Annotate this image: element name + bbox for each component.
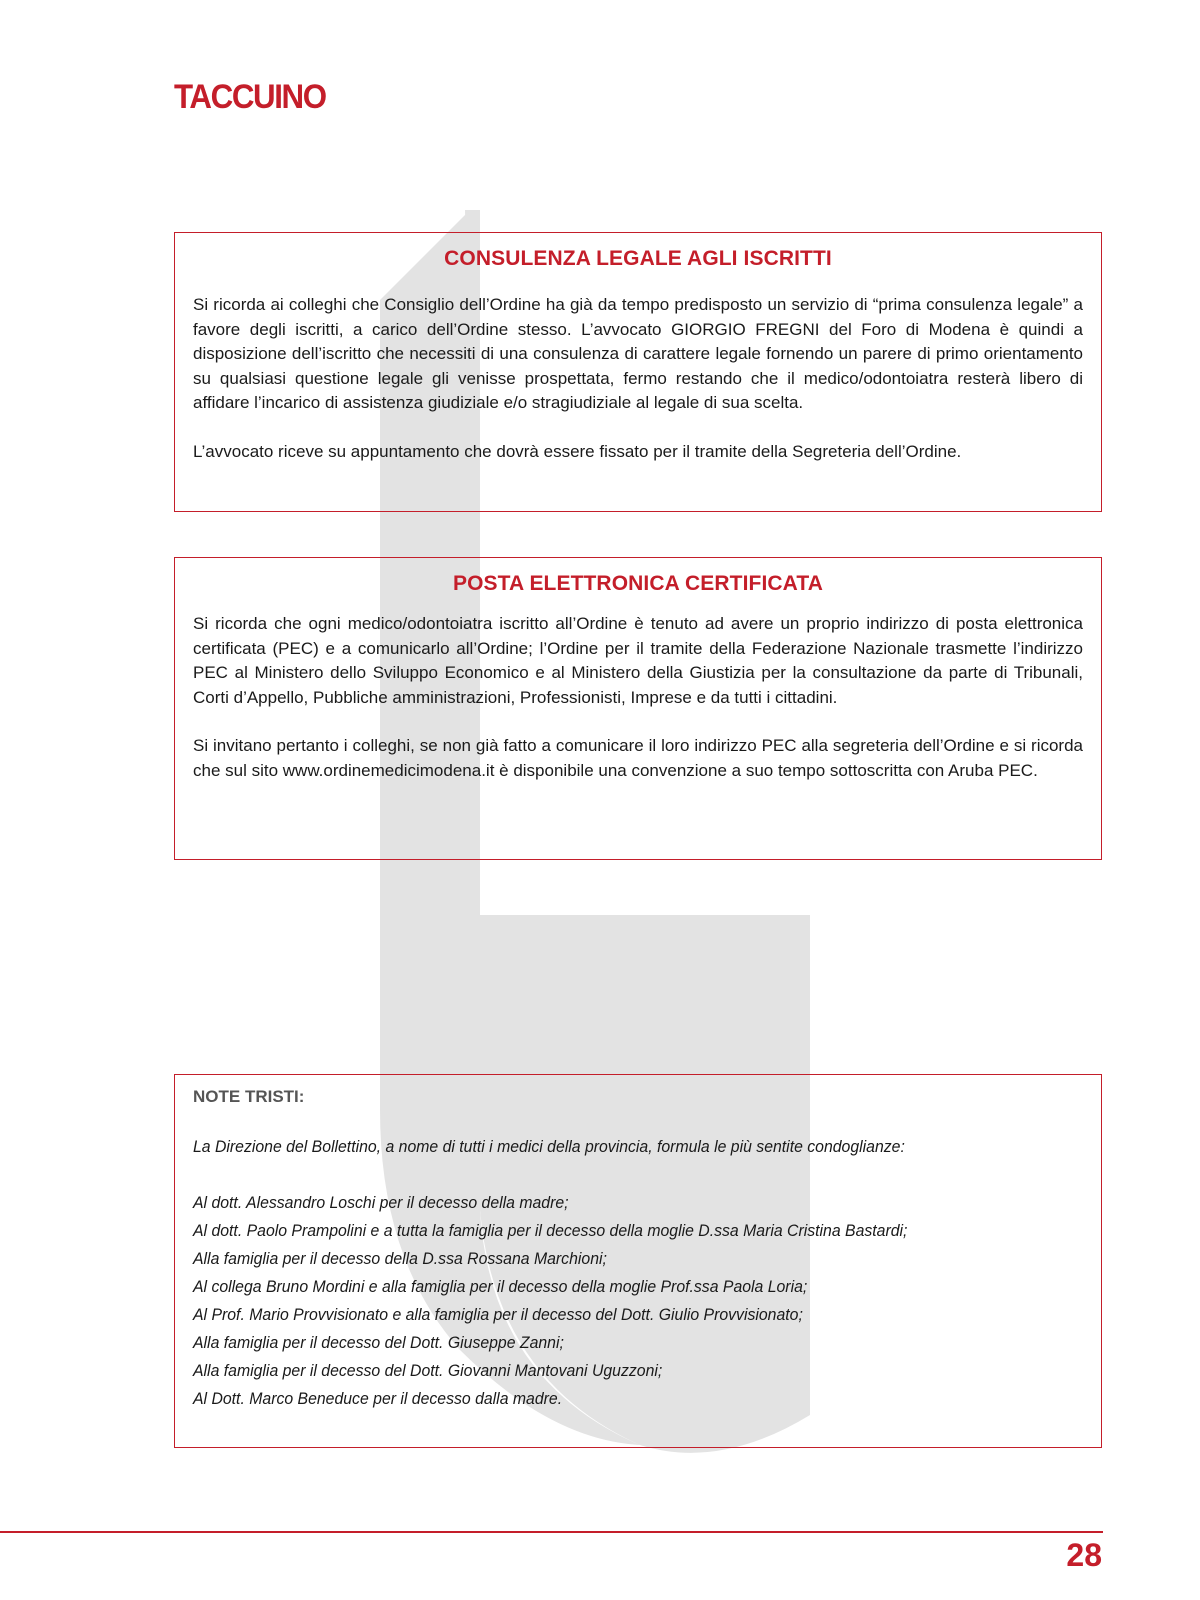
legal-consultation-appointment: L’avvocato riceve su appuntamento che dovrà essere fissato per il tramite della Segreteria dell’Ordine. [193,441,962,461]
condolence-item: Al dott. Paolo Prampolini e a tutta la famiglia per il decesso della moglie D.ssa Maria Cristina Bastardi; [193,1221,908,1240]
page-title: TACCUINO [174,78,326,116]
legal-consultation-box [174,232,1102,512]
condolence-item: Alla famiglia per il decesso del Dott. Giovanni Mantovani Uguzzoni; [193,1361,663,1380]
legal-consultation-paragraph: Si ricorda ai colleghi che Consiglio dell’Ordine ha già da tempo predisposto un servizio di “prima consulenza legale” a favore degli iscritti, a carico dell’Ordine stesso. L’avvocato GIORGIO FREGNI del Foro di Modena è quindi a disposizione dell’iscritto che necessiti di una consulenza di carattere legale fornendo un parere di primo orientamento su qualsiasi questione legale gli venisse prospettata, fermo restando che il medico/odontoiatra resterà libero di affidare l’incarico di assistenza giudiziale e/o stragiudiziale al legale di sua scelta. [193,295,1083,412]
condolence-item: Al collega Bruno Mordini e alla famiglia per il decesso della moglie Prof.ssa Paola Loria; [193,1277,808,1296]
legal-consultation-heading: CONSULENZA LEGALE AGLI ISCRITTI [444,247,832,270]
condolences-intro: La Direzione del Bollettino, a nome di tutti i medici della provincia, formula le più sentite condoglianze: [193,1137,905,1156]
pec-invitation-paragraph: Si invitano pertanto i colleghi, se non già fatto a comunicare il loro indirizzo PEC alla segreteria dell’Ordine e si ricorda che sul sito www.ordinemedicimodena.it è disponibile una convenzione a suo tempo sottoscritta con Aruba PEC. [193,736,1083,780]
condolences-box [174,1074,1102,1448]
pec-box [174,557,1102,860]
condolence-item: Al Prof. Mario Provvisionato e alla famiglia per il decesso del Dott. Giulio Provvisionato; [193,1305,803,1324]
condolence-item: Alla famiglia per il decesso della D.ssa Rossana Marchioni; [193,1249,607,1268]
condolence-item: Al dott. Alessandro Loschi per il decesso della madre; [193,1193,569,1212]
pec-heading: POSTA ELETTRONICA CERTIFICATA [453,572,823,595]
pec-paragraph: Si ricorda che ogni medico/odontoiatra iscritto all’Ordine è tenuto ad avere un proprio indirizzo di posta elettronica certificata (PEC) e a comunicarlo all’Ordine; l’Ordine per il tramite della Federazione Nazionale trasmette l’indirizzo PEC al Ministero dello Sviluppo Economico e al Ministero della Giustizia per la consultazione da parte di Tribunali, Corti d’Appello, Pubbliche amministrazioni, Professionisti, Imprese e da tutti i cittadini. [193,614,1083,707]
condolence-item: Alla famiglia per il decesso del Dott. Giuseppe Zanni; [193,1333,564,1352]
condolence-item: Al Dott. Marco Beneduce per il decesso dalla madre. [193,1389,563,1408]
footer-divider [0,1531,1103,1533]
condolences-title: NOTE TRISTI: [193,1087,305,1106]
page-number: 28 [1066,1537,1102,1573]
